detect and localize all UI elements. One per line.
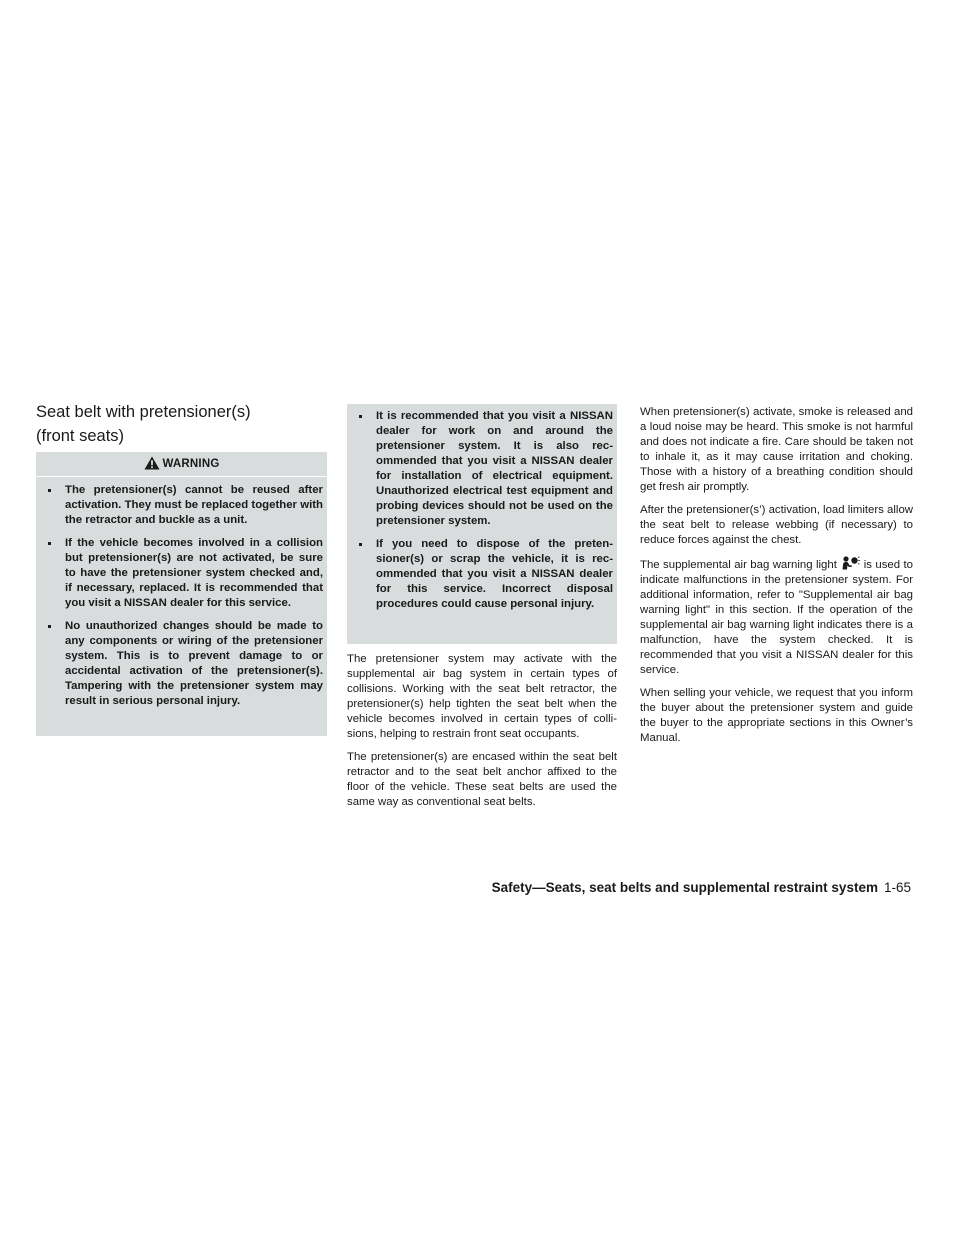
section-title: Seat belt with pretensioner(s) (front seats)	[36, 403, 251, 445]
warning-triangle-icon	[144, 456, 160, 470]
paragraph-with-icon: The supplemental air bag warning light is used to indicate malfunctions in the pretensioner system. For additional information, refer to "Supplemental air bag warning light" in this section. If the operation of the supplemental air bag warning light indicates there is a malfunction, have the system checked. It is recommended that you visit a NISSAN dealer for this service.	[640, 556, 913, 678]
warning-header: WARNING	[36, 452, 327, 477]
column-3-body	[640, 405, 913, 754]
warning-item: If the vehicle becomes involved in a collision but pretensioner(s) are not activated, be sure to have the pretensioner system checked and, if necessary, replaced. It is recommended that you visit a NISSAN dealer for this service.	[36, 536, 323, 611]
page-footer	[492, 879, 911, 897]
page-number: 1-65	[883, 880, 911, 895]
warning-item: The pretensioner(s) cannot be reused after activation. They must be replaced together with the retractor and buckle as a unit.	[36, 483, 323, 528]
warning-box-2	[347, 404, 617, 644]
warning-item: If you need to dispose of the pretensioner(s) or scrap the vehicle, it is recommended that you visit a NISSAN dealer for this service. Incorrect disposal procedures could cause personal injury.	[347, 537, 613, 612]
warning-list-1	[36, 477, 327, 721]
paragraph: When selling your vehicle, we request that you inform the buyer about the pretensioner system and guide the buyer to the appropriate sections in this Owner’s Manual.	[640, 687, 913, 744]
warning-item: No unauthorized changes should be made to any components or wiring of the pretensioner system. This is to prevent damage to or accidental activation of the pretensioner(s). Tampering with the pretensioner system may result in serious personal injury.	[36, 619, 323, 709]
paragraph: The pretensioner system may activate with the supplemental air bag system in certain types of collisions. Working with the seat belt retractor, the pretensioner(s) help tighten the seat belt when the vehicle becomes involved in certain types of collisions, helping to restrain front seat occupants.	[347, 653, 617, 740]
column-2-body	[347, 652, 617, 818]
chapter-title: Safety—Seats, seat belts and supplemental restraint system	[491, 880, 878, 895]
paragraph: When pretensioner(s) activate, smoke is released and a loud noise may be heard. This smoke is not harmful and does not indicate a fire. Care should be taken not to inhale it, as it may cause irritation and choking. Those with a history of a breathing condition should get fresh air promptly.	[640, 406, 913, 493]
warning-list-2	[347, 404, 617, 624]
airbag-warning-light-icon	[840, 556, 860, 570]
warning-box-1	[36, 452, 327, 736]
warning-item: It is recommended that you visit a NISSAN dealer for work on and around the pretensioner system. It is also recommended that you visit a NISSAN dealer for installation of electrical equipment. Unauthorized electrical test equipment and probing devices should not be used on the pretensioner system.	[347, 409, 613, 529]
paragraph: After the pretensioner(s’) activation, load limiters allow the seat belt to release webbing (if necessary) to reduce forces against the chest.	[640, 504, 913, 546]
paragraph: The pretensioner(s) are encased within the seat belt retractor and to the seat belt anchor affixed to the floor of the vehicle. These seat belts are used the same way as conventional seat belts.	[347, 751, 617, 808]
